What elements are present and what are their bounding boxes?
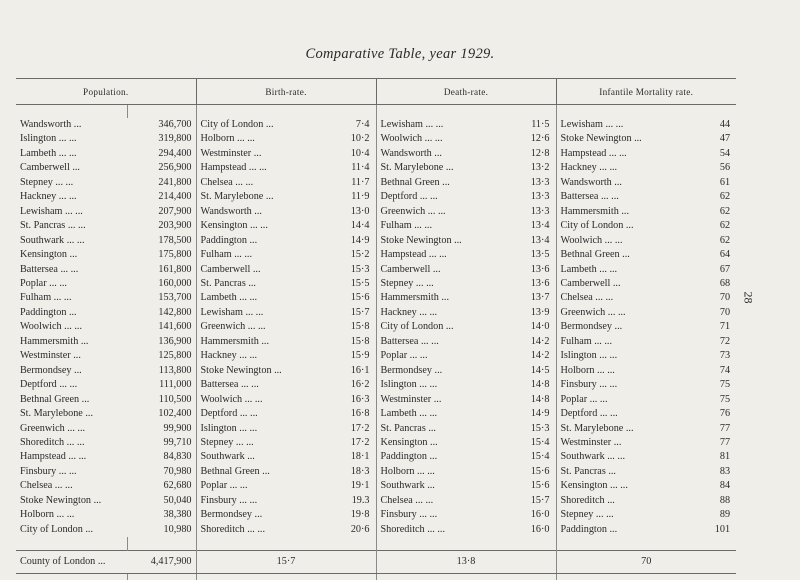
death-rate-value: 14·2 [487,335,556,349]
death-district: Greenwich ... ... [376,205,487,219]
table-row [16,494,736,508]
infant-rate-value: 62 [667,219,736,233]
infant-district: Shoreditch ... [556,494,667,508]
birth-district: Fulham ... ... [196,248,307,262]
infant-district: Wandsworth ... [556,176,667,190]
population-district: Islington ... ... [16,132,127,146]
population-district: Stepney ... ... [16,176,127,190]
population-district: Hampstead ... ... [16,450,127,464]
infant-rate-value: 77 [667,436,736,450]
birth-rate-value: 14·4 [307,219,376,233]
birth-rate-value: 16·1 [307,364,376,378]
birth-district: Bethnal Green ... [196,465,307,479]
infant-district: St. Marylebone ... [556,422,667,436]
birth-rate-value: 15·6 [307,291,376,305]
table-row [16,190,736,204]
death-rate-value: 14·8 [487,393,556,407]
death-district: Lambeth ... ... [376,407,487,421]
table-row [16,147,736,161]
table-row [16,393,736,407]
death-district: Bermondsey ... [376,364,487,378]
header-population: Population. [16,79,196,105]
death-district: Shoreditch ... ... [376,523,487,537]
population-value: 214,400 [127,190,196,204]
infant-district: Chelsea ... ... [556,291,667,305]
birth-district: Hackney ... ... [196,349,307,363]
header-death-rate: Death-rate. [376,79,556,105]
population-value: 141,600 [127,320,196,334]
birth-rate-value: 17·2 [307,422,376,436]
birth-rate-value: 16·8 [307,407,376,421]
population-district: Poplar ... ... [16,277,127,291]
population-district: Westminster ... [16,349,127,363]
population-district: Battersea ... ... [16,263,127,277]
death-district: Chelsea ... ... [376,494,487,508]
death-district: St. Marylebone ... [376,161,487,175]
population-value: 178,500 [127,234,196,248]
population-district: Hackney ... ... [16,190,127,204]
death-district: Camberwell ... [376,263,487,277]
totals-death-rate: 13·8 [376,551,556,574]
birth-district: Chelsea ... ... [196,176,307,190]
table-row [16,219,736,233]
death-district: Lewisham ... ... [376,118,487,132]
death-district: Holborn ... ... [376,465,487,479]
table-row [16,508,736,522]
population-district: Greenwich ... ... [16,422,127,436]
infant-district: Battersea ... ... [556,190,667,204]
death-rate-value: 15·4 [487,436,556,450]
death-rate-value: 12·6 [487,132,556,146]
death-rate-value: 13·3 [487,190,556,204]
infant-district: Hammersmith ... [556,205,667,219]
infant-district: Islington ... ... [556,349,667,363]
birth-rate-value: 15·9 [307,349,376,363]
death-district: Deptford ... ... [376,190,487,204]
death-district: Westminster ... [376,393,487,407]
totals-birth-rate: 15·7 [196,551,376,574]
infant-district: Stepney ... ... [556,508,667,522]
infant-rate-value: 75 [667,378,736,392]
death-district: Woolwich ... ... [376,132,487,146]
death-rate-value: 16·0 [487,523,556,537]
table-row [16,234,736,248]
population-district: Holborn ... ... [16,508,127,522]
population-value: 136,900 [127,335,196,349]
death-district: Stoke Newington ... [376,234,487,248]
death-district: Finsbury ... ... [376,508,487,522]
infant-rate-value: 70 [667,306,736,320]
birth-rate-value: 18·3 [307,465,376,479]
birth-rate-value: 17·2 [307,436,376,450]
population-value: 346,700 [127,118,196,132]
death-rate-value: 14·8 [487,378,556,392]
population-value: 102,400 [127,407,196,421]
table-row [16,335,736,349]
death-district: Islington ... ... [376,378,487,392]
infant-rate-value: 68 [667,277,736,291]
birth-district: St. Marylebone ... [196,190,307,204]
population-value: 110,500 [127,393,196,407]
infant-rate-value: 101 [667,523,736,537]
birth-rate-value: 15·5 [307,277,376,291]
table-body [16,105,736,580]
table-row [16,161,736,175]
table-row [16,263,736,277]
table-row [16,277,736,291]
population-value: 294,400 [127,147,196,161]
population-district: Shoreditch ... ... [16,436,127,450]
population-value: 256,900 [127,161,196,175]
death-district: Stepney ... ... [376,277,487,291]
birth-rate-value: 15·8 [307,320,376,334]
population-district: Paddington ... [16,306,127,320]
birth-rate-value: 19·8 [307,508,376,522]
infant-district: Kensington ... ... [556,479,667,493]
death-rate-value: 13·6 [487,263,556,277]
birth-district: Southwark ... [196,450,307,464]
population-value: 161,800 [127,263,196,277]
infant-rate-value: 77 [667,422,736,436]
infant-rate-value: 83 [667,465,736,479]
infant-rate-value: 61 [667,176,736,190]
birth-district: Wandsworth ... [196,205,307,219]
infant-rate-value: 89 [667,508,736,522]
birth-district: Lewisham ... ... [196,306,307,320]
birth-rate-value: 16·2 [307,378,376,392]
table-row [16,132,736,146]
population-district: Deptford ... ... [16,378,127,392]
birth-district: Deptford ... ... [196,407,307,421]
population-district: St. Pancras ... ... [16,219,127,233]
birth-district: Hampstead ... ... [196,161,307,175]
birth-district: Hammersmith ... [196,335,307,349]
death-district: Paddington ... [376,450,487,464]
birth-rate-value: 11·9 [307,190,376,204]
population-value: 319,800 [127,132,196,146]
death-rate-value: 13·4 [487,219,556,233]
infant-district: Westminster ... [556,436,667,450]
page-title: Comparative Table, year 1929. [0,46,800,63]
death-rate-value: 16·0 [487,508,556,522]
death-rate-value: 14·2 [487,349,556,363]
table-row [16,118,736,132]
infant-rate-value: 76 [667,407,736,421]
table-row [16,450,736,464]
death-rate-value: 14·5 [487,364,556,378]
population-value: 203,900 [127,219,196,233]
death-district: Battersea ... ... [376,335,487,349]
infant-rate-value: 73 [667,349,736,363]
comparative-table [16,78,736,580]
birth-district: Stepney ... ... [196,436,307,450]
death-rate-value: 13·4 [487,234,556,248]
table-row [16,407,736,421]
population-district: Lambeth ... ... [16,147,127,161]
birth-district: Finsbury ... ... [196,494,307,508]
death-rate-value: 15·7 [487,494,556,508]
population-district: Kensington ... [16,248,127,262]
infant-rate-value: 56 [667,161,736,175]
death-rate-value: 13·5 [487,248,556,262]
death-rate-value: 11·5 [487,118,556,132]
population-value: 111,000 [127,378,196,392]
infant-district: Lewisham ... ... [556,118,667,132]
totals-row [16,551,736,574]
death-district: Hackney ... ... [376,306,487,320]
population-value: 241,800 [127,176,196,190]
death-district: Southwark ... [376,479,487,493]
infant-district: Greenwich ... ... [556,306,667,320]
birth-district: Westminster ... [196,147,307,161]
birth-rate-value: 11·4 [307,161,376,175]
birth-district: Greenwich ... ... [196,320,307,334]
infant-rate-value: 75 [667,393,736,407]
birth-rate-value: 15·3 [307,263,376,277]
infant-rate-value: 47 [667,132,736,146]
table-row [16,176,736,190]
population-value: 142,800 [127,306,196,320]
population-district: City of London ... [16,523,127,537]
population-district: Lewisham ... ... [16,205,127,219]
death-rate-value: 14·0 [487,320,556,334]
population-value: 38,380 [127,508,196,522]
infant-rate-value: 74 [667,364,736,378]
death-district: City of London ... [376,320,487,334]
table-row [16,306,736,320]
population-district: Bethnal Green ... [16,393,127,407]
infant-district: Southwark ... ... [556,450,667,464]
death-district: Hampstead ... ... [376,248,487,262]
birth-district: Holborn ... ... [196,132,307,146]
infant-rate-value: 62 [667,190,736,204]
death-district: St. Pancras ... [376,422,487,436]
birth-district: Lambeth ... ... [196,291,307,305]
population-value: 113,800 [127,364,196,378]
death-rate-value: 13·7 [487,291,556,305]
infant-rate-value: 88 [667,494,736,508]
birth-rate-value: 18·1 [307,450,376,464]
infant-rate-value: 72 [667,335,736,349]
death-district: Poplar ... ... [376,349,487,363]
death-rate-value: 15·6 [487,465,556,479]
population-district: Finsbury ... ... [16,465,127,479]
page-number: 28 [741,292,756,304]
table-row [16,248,736,262]
infant-rate-value: 84 [667,479,736,493]
infant-district: Lambeth ... ... [556,263,667,277]
population-value: 153,700 [127,291,196,305]
population-value: 62,680 [127,479,196,493]
population-value: 99,900 [127,422,196,436]
infant-district: Fulham ... ... [556,335,667,349]
birth-district: Camberwell ... [196,263,307,277]
population-value: 175,800 [127,248,196,262]
death-rate-value: 15·3 [487,422,556,436]
infant-rate-value: 62 [667,205,736,219]
birth-rate-value: 14·9 [307,234,376,248]
table-row [16,422,736,436]
spacer-row [16,537,736,551]
bottom-spacer [16,574,736,580]
infant-rate-value: 81 [667,450,736,464]
table-row [16,320,736,334]
infant-district: Finsbury ... ... [556,378,667,392]
population-district: Southwark ... ... [16,234,127,248]
table-row [16,523,736,537]
infant-rate-value: 67 [667,263,736,277]
population-value: 99,710 [127,436,196,450]
infant-district: Paddington ... [556,523,667,537]
population-district: Chelsea ... ... [16,479,127,493]
infant-rate-value: 54 [667,147,736,161]
birth-district: City of London ... [196,118,307,132]
header-row [16,79,736,105]
infant-district: Deptford ... ... [556,407,667,421]
birth-district: St. Pancras ... [196,277,307,291]
infant-district: Stoke Newington ... [556,132,667,146]
death-rate-value: 15·6 [487,479,556,493]
birth-rate-value: 15·2 [307,248,376,262]
population-district: Hammersmith ... [16,335,127,349]
birth-rate-value: 19·1 [307,479,376,493]
infant-district: Poplar ... ... [556,393,667,407]
infant-district: St. Pancras ... [556,465,667,479]
death-rate-value: 13·9 [487,306,556,320]
population-value: 84,830 [127,450,196,464]
population-district: St. Marylebone ... [16,407,127,421]
population-district: Fulham ... ... [16,291,127,305]
infant-district: Bermondsey ... [556,320,667,334]
birth-rate-value: 16·3 [307,393,376,407]
birth-rate-value: 15·8 [307,335,376,349]
death-rate-value: 13·2 [487,161,556,175]
population-value: 207,900 [127,205,196,219]
birth-district: Kensington ... ... [196,219,307,233]
birth-district: Woolwich ... ... [196,393,307,407]
totals-label: County of London ... [16,551,127,574]
header-birth-rate: Birth-rate. [196,79,376,105]
birth-district: Bermondsey ... [196,508,307,522]
death-district: Wandsworth ... [376,147,487,161]
infant-rate-value: 62 [667,234,736,248]
infant-district: Hampstead ... ... [556,147,667,161]
birth-rate-value: 19.3 [307,494,376,508]
death-rate-value: 14·9 [487,407,556,421]
totals-infant-mortality: 70 [556,551,736,574]
population-value: 125,800 [127,349,196,363]
birth-district: Battersea ... ... [196,378,307,392]
table-row [16,465,736,479]
birth-rate-value: 11·7 [307,176,376,190]
death-district: Kensington ... [376,436,487,450]
infant-district: Holborn ... ... [556,364,667,378]
death-rate-value: 13·6 [487,277,556,291]
population-value: 160,000 [127,277,196,291]
infant-district: Camberwell ... [556,277,667,291]
population-district: Bermondsey ... [16,364,127,378]
infant-rate-value: 70 [667,291,736,305]
population-district: Woolwich ... ... [16,320,127,334]
table-row [16,436,736,450]
infant-district: Woolwich ... ... [556,234,667,248]
spacer-row [16,105,736,119]
population-value: 50,040 [127,494,196,508]
death-district: Fulham ... ... [376,219,487,233]
birth-district: Shoreditch ... ... [196,523,307,537]
infant-district: Hackney ... ... [556,161,667,175]
birth-rate-value: 15·7 [307,306,376,320]
infant-district: City of London ... [556,219,667,233]
table-row [16,364,736,378]
infant-rate-value: 44 [667,118,736,132]
infant-rate-value: 71 [667,320,736,334]
death-district: Hammersmith ... [376,291,487,305]
birth-district: Islington ... ... [196,422,307,436]
table-row [16,291,736,305]
birth-rate-value: 10·2 [307,132,376,146]
death-rate-value: 13·3 [487,205,556,219]
infant-rate-value: 64 [667,248,736,262]
birth-district: Stoke Newington ... [196,364,307,378]
infant-district: Bethnal Green ... [556,248,667,262]
death-rate-value: 12·8 [487,147,556,161]
birth-rate-value: 13·0 [307,205,376,219]
death-rate-value: 15·4 [487,450,556,464]
population-value: 10,980 [127,523,196,537]
table-row [16,479,736,493]
population-district: Camberwell ... [16,161,127,175]
birth-district: Paddington ... [196,234,307,248]
table-row [16,349,736,363]
birth-district: Poplar ... ... [196,479,307,493]
birth-rate-value: 10·4 [307,147,376,161]
totals-population: 4,417,900 [127,551,196,574]
population-district: Wandsworth ... [16,118,127,132]
table-row [16,378,736,392]
birth-rate-value: 20·6 [307,523,376,537]
population-district: Stoke Newington ... [16,494,127,508]
birth-rate-value: 7·4 [307,118,376,132]
population-value: 70,980 [127,465,196,479]
table-row [16,205,736,219]
death-rate-value: 13·3 [487,176,556,190]
header-infantile-mortality: Infantile Mortality rate. [556,79,736,105]
death-district: Bethnal Green ... [376,176,487,190]
